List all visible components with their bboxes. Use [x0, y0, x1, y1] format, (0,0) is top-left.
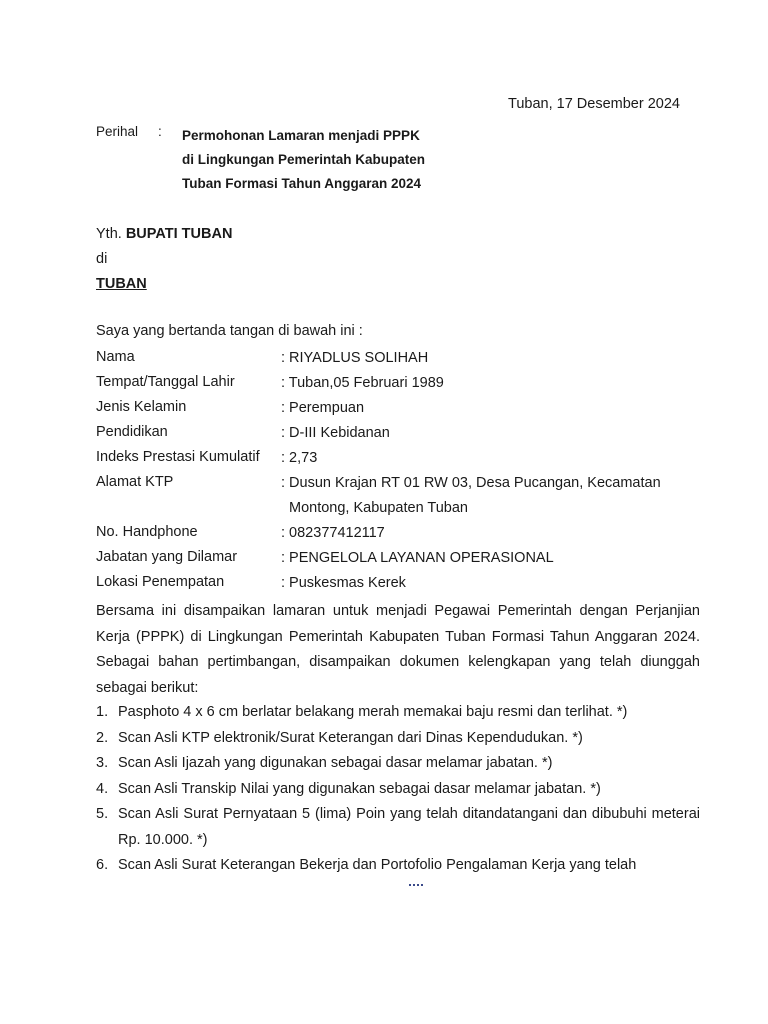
list-text: Scan Asli Ijazah yang digunakan sebagai dasar melamar jabatan. *): [118, 755, 553, 771]
field-value: : D-III Kebidanan: [281, 425, 390, 441]
address-line-1: : Dusun Krajan RT 01 RW 03, Desa Pucangan, Kecamatan: [281, 475, 661, 491]
list-item: [96, 802, 700, 853]
field-value: [281, 471, 691, 521]
body-paragraph: Bersama ini disampaikan lamaran untuk menjadi Pegawai Pemerintah dengan Perjanjian Kerja (PPPK) di Lingkungan Pemerintah Kabupaten Tuban Formasi Tahun Anggaran 2024. Sebagai bahan pertimbangan, disampaikan dokumen kelengkapan yang telah diunggah sebagai berikut:: [96, 603, 700, 696]
field-value: : RIYADLUS SOLIHAH: [281, 350, 429, 366]
list-text: Scan Asli Surat Pernyataan 5 (lima) Poin yang telah ditandatangani dan dibubuhi meterai Rp. 10.000. *): [118, 806, 700, 848]
subject-line: Permohonan Lamaran menjadi PPPK: [182, 128, 420, 143]
field-value: : Puskesmas Kerek: [281, 575, 406, 591]
letter-date: Tuban, 17 Desember 2024: [508, 96, 680, 112]
list-item: [96, 751, 700, 777]
list-number: 6.: [96, 857, 109, 873]
subject: [182, 124, 512, 196]
list-item: [96, 777, 700, 803]
field-label: Jabatan yang Dilamar: [96, 549, 238, 565]
field-label: No. Handphone: [96, 524, 198, 540]
list-number: 3.: [96, 755, 109, 771]
field-label: Indeks Prestasi Kumulatif: [96, 449, 260, 465]
field-value: : 2,73: [281, 450, 318, 466]
field-label: Nama: [96, 349, 135, 365]
field-label: Pendidikan: [96, 424, 168, 440]
field-value: : Tuban,05 Februari 1989: [281, 375, 444, 391]
perihal-colon: :: [158, 124, 162, 139]
field-label: Alamat KTP: [96, 474, 174, 490]
list-number: 2.: [96, 729, 109, 746]
list-text: Scan Asli KTP elektronik/Surat Keterangan dari Dinas Kependudukan. *): [118, 729, 583, 746]
list-text: Scan Asli Surat Keterangan Bekerja dan Portofolio Pengalaman Kerja yang telah: [118, 857, 637, 873]
list-number: 4.: [96, 780, 109, 797]
list-number: 1.: [96, 704, 109, 720]
address-line-2: Montong, Kabupaten Tuban: [289, 500, 468, 516]
recipient-line: [96, 226, 232, 242]
list-text: Scan Asli Transkip Nilai yang digunakan sebagai dasar melamar jabatan. *): [118, 780, 601, 797]
recipient-name: BUPATI TUBAN: [125, 226, 233, 242]
recipient-prefix: Yth.: [96, 226, 122, 242]
list-item: [96, 853, 700, 879]
list-item: [96, 726, 700, 752]
list-number: 5.: [96, 806, 109, 822]
intro-text: Saya yang bertanda tangan di bawah ini :: [96, 323, 363, 339]
subject-line: Tuban Formasi Tahun Anggaran 2024: [182, 176, 422, 191]
recipient-city: TUBAN: [96, 276, 147, 292]
field-label: Jenis Kelamin: [96, 399, 187, 415]
field-value: : PENGELOLA LAYANAN OPERASIONAL: [281, 550, 554, 566]
document-list: [96, 700, 700, 879]
recipient-di: di: [96, 251, 108, 267]
field-label: Lokasi Penempatan: [96, 574, 225, 590]
list-text: Pasphoto 4 x 6 cm berlatar belakang merah memakai baju resmi dan terlihat. *): [118, 704, 628, 720]
field-label: Tempat/Tanggal Lahir: [96, 374, 235, 390]
subject-line: di Lingkungan Pemerintah Kabupaten: [182, 152, 426, 167]
field-value: : Perempuan: [281, 400, 365, 416]
scan-mark: [409, 884, 423, 888]
perihal-label: Perihal: [96, 124, 139, 139]
field-value: : 082377412117: [281, 525, 385, 541]
list-item: [96, 700, 700, 726]
